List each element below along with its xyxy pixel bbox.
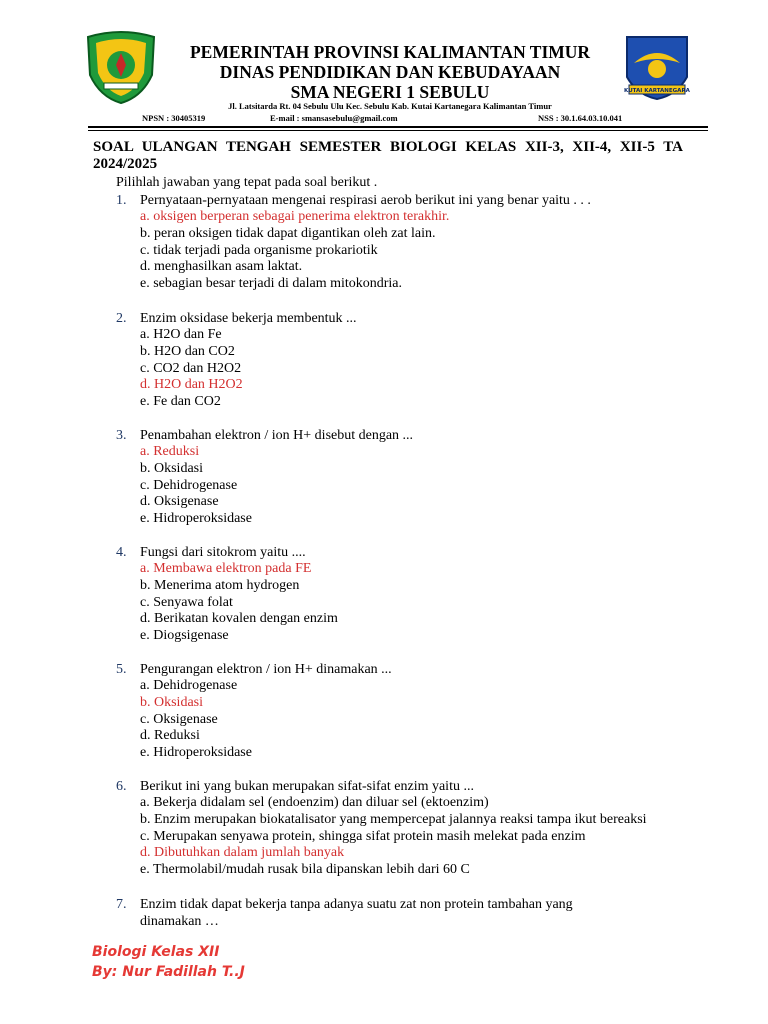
question-stem: Enzim tidak dapat bekerja tanpa adanya suatu zat non protein tambahan yang dinamakan … xyxy=(140,897,573,929)
question-stem: Pernyataan-pernyataan mengenai respirasi aerob berikut ini yang benar yaitu . . . xyxy=(140,193,591,208)
option-e: e. Thermolabil/mudah rusak bila dipanskan lebih dari 60 C xyxy=(140,862,470,878)
option-a-answer: a. Membawa elektron pada FE xyxy=(140,561,312,576)
option-d-answer: d. H2O dan H2O2 xyxy=(140,377,243,393)
option-b-answer: b. Oksidasi xyxy=(140,694,203,710)
question-6 xyxy=(116,778,676,879)
option-b: b. Oksidasi xyxy=(140,460,203,476)
option-c: c. Merupakan senyawa protein, shingga sifat protein masih melekat pada enzim xyxy=(140,828,586,844)
option-a: a. Dehidrogenase xyxy=(140,678,238,693)
option-e: e. Hidroperoksidase xyxy=(140,511,252,527)
question-stem: Enzim oksidase bekerja membentuk ... xyxy=(140,311,357,326)
footer-author: By: Nur Fadillah T..J xyxy=(92,964,245,980)
question-stem: Penambahan elektron / ion H+ disebut dengan ... xyxy=(140,428,414,443)
header-nss: NSS : 30.1.64.03.10.041 xyxy=(538,113,623,123)
footer-subject: Biologi Kelas XII xyxy=(92,944,220,960)
question-number: 6. xyxy=(116,779,127,794)
option-b: b. Enzim merupakan biokatalisator yang mempercepat jalannya reaksi tampa ikut bereaksi xyxy=(140,811,647,827)
svg-text:KUTAI KARTANEGARA: KUTAI KARTANEGARA xyxy=(624,88,690,94)
header-school-name: SMA NEGERI 1 SEBULU xyxy=(290,82,490,102)
question-number: 5. xyxy=(116,662,127,677)
option-a-answer: a. Reduksi xyxy=(140,444,200,459)
header-npsn: NPSN : 30405319 xyxy=(142,113,206,123)
option-d: d. Reduksi xyxy=(140,728,200,744)
header-department: DINAS PENDIDIKAN DAN KEBUDAYAAN xyxy=(219,62,561,82)
question-5 xyxy=(116,661,676,762)
option-e: e. Fe dan CO2 xyxy=(140,394,221,410)
question-number: 4. xyxy=(116,545,127,560)
question-stem: Fungsi dari sitokrom yaitu .... xyxy=(140,545,306,560)
option-d: d. Berikatan kovalen dengan enzim xyxy=(140,611,338,627)
option-c: c. Senyawa folat xyxy=(140,594,233,610)
question-stem: Berikut ini yang bukan merupakan sifat-sifat enzim yaitu ... xyxy=(140,779,474,794)
question-number: 7. xyxy=(116,897,127,912)
option-d: d. menghasilkan asam laktat. xyxy=(140,259,303,275)
exam-title: SOAL ULANGAN TENGAH SEMESTER BIOLOGI KELAS XII-3, XII-4, XII-5 TA 2024/2025 xyxy=(93,139,683,172)
header-rule-thick xyxy=(88,126,708,128)
question-2 xyxy=(116,310,676,411)
option-a-answer: a. oksigen berperan sebagai penerima elektron terakhir. xyxy=(140,209,450,224)
letterhead xyxy=(0,0,768,135)
option-c: c. tidak terjadi pada organisme prokariotik xyxy=(140,242,378,258)
question-number: 1. xyxy=(116,193,127,208)
option-d-answer: d. Dibutuhkan dalam jumlah banyak xyxy=(140,845,345,861)
option-e: e. Diogsigenase xyxy=(140,628,229,644)
option-b: b. Menerima atom hydrogen xyxy=(140,577,300,593)
question-1 xyxy=(116,192,676,293)
kutai-kartanegara-logo xyxy=(622,33,692,101)
option-b: b. peran oksigen tidak dapat digantikan oleh zat lain. xyxy=(140,225,436,241)
option-c: c. CO2 dan H2O2 xyxy=(140,360,242,376)
option-b: b. H2O dan CO2 xyxy=(140,343,235,359)
question-stem: Pengurangan elektron / ion H+ dinamakan ... xyxy=(140,662,392,677)
question-4 xyxy=(116,544,676,645)
question-7 xyxy=(116,896,636,930)
option-c: c. Dehidrogenase xyxy=(140,477,238,493)
option-a: a. Bekerja didalam sel (endoenzim) dan diluar sel (ektoenzim) xyxy=(140,795,489,810)
header-email: E-mail : smansasebulu@gmail.com xyxy=(270,113,398,123)
option-c: c. Oksigenase xyxy=(140,711,218,727)
header-address: Jl. Latsitarda Rt. 04 Sebulu Ulu Kec. Sebulu Kab. Kutai Kartanegara Kalimantan Timur xyxy=(228,101,552,111)
header-government: PEMERINTAH PROVINSI KALIMANTAN TIMUR xyxy=(189,42,591,62)
question-3 xyxy=(116,427,676,528)
header-rule-thin xyxy=(88,130,708,131)
option-d: d. Oksigenase xyxy=(140,494,219,510)
option-e: e. sebagian besar terjadi di dalam mitokondria. xyxy=(140,276,403,292)
question-number: 3. xyxy=(116,428,127,443)
option-e: e. Hidroperoksidase xyxy=(140,745,252,761)
kaltim-province-logo xyxy=(82,27,160,105)
option-a: a. H2O dan Fe xyxy=(140,327,222,342)
instructions: Pilihlah jawaban yang tepat pada soal berikut . xyxy=(116,175,378,190)
question-number: 2. xyxy=(116,311,127,326)
